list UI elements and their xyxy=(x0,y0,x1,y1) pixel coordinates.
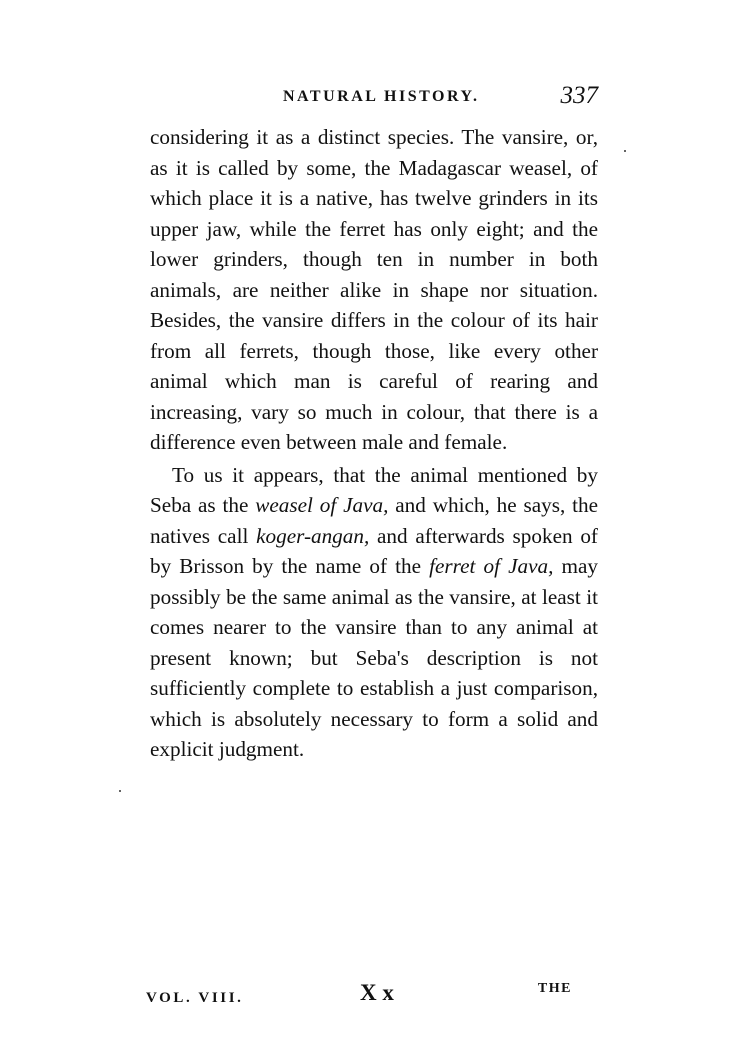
signature-mark: X x xyxy=(360,980,394,1005)
page-footer xyxy=(146,980,576,1018)
italic-term-koger-angan: koger-angan, xyxy=(256,523,370,548)
body-text xyxy=(150,122,598,765)
paragraph-2-text-4: may possibly be the same animal as the vansire, at least it comes nearer to the vansire than to any animal at present known; but Seba's description is not sufficiently complete to establish a just comparison, which is absolutely necessary to form a solid and explicit judgment. xyxy=(150,554,598,761)
ink-speck xyxy=(119,790,121,792)
paragraph-2 xyxy=(150,460,598,765)
italic-term-weasel-of-java: weasel of Java, xyxy=(255,493,389,517)
paragraph-2-text-2: and which, he says, the natives call xyxy=(150,493,598,548)
running-title: NATURAL HISTORY. xyxy=(283,88,480,105)
ink-speck xyxy=(624,150,626,152)
volume-label: VOL. VIII. xyxy=(146,990,244,1006)
paragraph-2-text-3: and afterwards spoken of by Brisson by the name of the xyxy=(150,523,598,578)
page-number: 337 xyxy=(560,82,598,109)
paragraph-2-text-1: To us it appears, that the animal mentioned by Seba as the xyxy=(150,462,598,517)
paragraph-1-text: considering it as a distinct species. The vansire, or, as it is called by some, the Madagascar weasel, of which place it is a native, has twelve grinders in its upper jaw, while the ferret has only eight; and the lower grinders, though ten in number in both animals, are neither alike in shape nor situation. Besides, the vansire differs in the colour of its hair from all ferrets, though those, like every other animal which man is careful of rearing and increasing, vary so much in colour, that there is a difference even between male and female. xyxy=(150,125,598,454)
italic-term-ferret-of-java: ferret of Java, xyxy=(429,554,554,578)
paragraph-1 xyxy=(150,122,598,458)
running-head xyxy=(150,84,600,118)
catchword: THE xyxy=(537,981,572,996)
